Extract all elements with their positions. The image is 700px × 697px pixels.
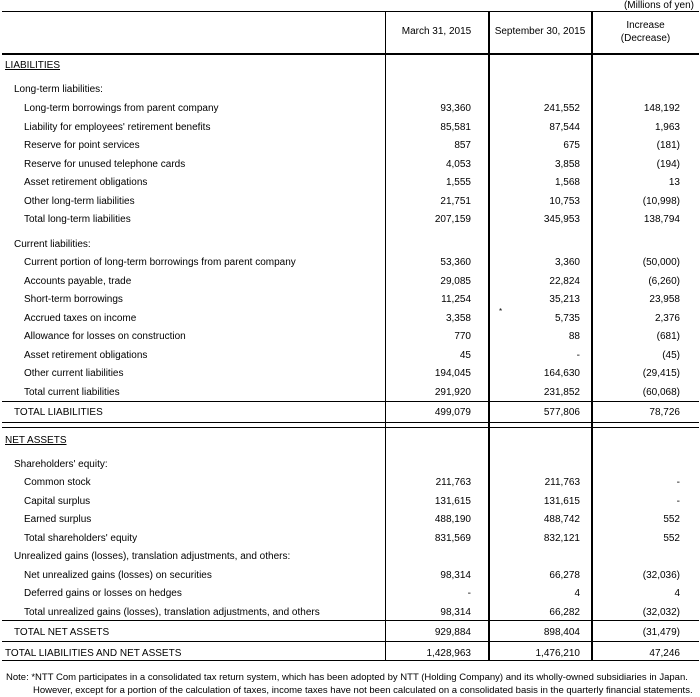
- table-row: [2, 291, 699, 309]
- table-row: [2, 57, 699, 75]
- value-september-2015: 66,278: [549, 570, 580, 581]
- value-september-2015: 231,852: [543, 387, 580, 398]
- value-march-2015: 29,085: [440, 276, 471, 287]
- table-row: [2, 307, 699, 328]
- value-change: 4: [674, 588, 680, 599]
- value-march-2015: 85,581: [440, 122, 471, 133]
- value-september-2015: 577,806: [543, 407, 580, 418]
- value-change: (32,036): [642, 570, 680, 581]
- value-change: (60,068): [642, 387, 680, 398]
- value-march-2015: 857: [454, 140, 471, 151]
- row-label: Capital surplus: [24, 496, 91, 507]
- value-march-2015: 831,569: [434, 533, 471, 544]
- table-row: [2, 273, 699, 291]
- table-row: [2, 347, 699, 365]
- row-label: Short-term borrowings: [24, 294, 123, 305]
- row-separator: [2, 54, 699, 55]
- header-increase: Increase: [626, 20, 665, 31]
- value-september-2015: 3,360: [554, 257, 580, 268]
- value-march-2015: 929,884: [434, 627, 471, 638]
- value-september-2015: 88: [568, 331, 580, 342]
- row-label: NET ASSETS: [5, 435, 67, 446]
- value-change: 552: [663, 533, 680, 544]
- table-row: [2, 100, 699, 118]
- table-row: [2, 530, 699, 548]
- table-row: [2, 328, 699, 346]
- table-row: [2, 81, 699, 99]
- value-march-2015: 3,358: [445, 313, 471, 324]
- row-label: Deferred gains or losses on hedges: [24, 588, 182, 599]
- row-separator: [2, 427, 699, 428]
- row-label: LIABILITIES: [5, 60, 61, 71]
- value-march-2015: 770: [454, 331, 471, 342]
- value-change: 78,726: [649, 407, 680, 418]
- footnote-line-2: However, except for a portion of the calculation of taxes, income taxes have not been calculated on a consolidated basis in the quarterly financial statements.: [33, 685, 693, 696]
- value-march-2015: -: [467, 588, 471, 599]
- header-september-2015: September 30, 2015: [494, 26, 586, 37]
- value-march-2015: 21,751: [440, 196, 471, 207]
- table-row: [2, 174, 699, 192]
- row-label: TOTAL LIABILITIES: [14, 407, 103, 418]
- header-march-2015: March 31, 2015: [401, 26, 472, 37]
- value-change: (194): [656, 159, 680, 170]
- value-march-2015: 1,428,963: [426, 648, 471, 659]
- value-september-2015: 241,552: [543, 103, 580, 114]
- row-label: Asset retirement obligations: [24, 350, 148, 361]
- value-march-2015: 207,159: [434, 214, 471, 225]
- table-row: [2, 456, 699, 474]
- value-change: 1,963: [654, 122, 680, 133]
- row-label: Earned surplus: [24, 514, 92, 525]
- table-row: [2, 254, 699, 272]
- row-label: Total current liabilities: [24, 387, 120, 398]
- value-change: 552: [663, 514, 680, 525]
- value-september-2015: 35,213: [549, 294, 580, 305]
- value-september-2015: 345,953: [543, 214, 580, 225]
- table-row: [2, 193, 699, 211]
- table-row: [2, 404, 699, 422]
- value-march-2015: 194,045: [434, 368, 471, 379]
- footnote-marker: *: [499, 307, 503, 316]
- value-march-2015: 11,254: [441, 294, 471, 305]
- value-change: 148,192: [643, 103, 680, 114]
- value-march-2015: 291,920: [434, 387, 471, 398]
- value-september-2015: 1,568: [554, 177, 580, 188]
- value-september-2015: 10,753: [549, 196, 580, 207]
- value-september-2015: 211,763: [544, 477, 580, 488]
- value-march-2015: 488,190: [434, 514, 471, 525]
- row-label: Common stock: [24, 477, 91, 488]
- footnote-line-1: Note: *NTT Com participates in a consolidated tax return system, which has been adopted by NTT (Holding Company) and its wholly-owned subsidiaries in Japan.: [6, 672, 688, 683]
- row-label: Long-term borrowings from parent company: [24, 103, 219, 114]
- header-decrease: (Decrease): [620, 33, 671, 44]
- value-change: (31,479): [642, 627, 680, 638]
- row-label: Accounts payable, trade: [24, 276, 132, 287]
- table-row: [2, 384, 699, 402]
- row-label: Accrued taxes on income: [24, 313, 137, 324]
- row-label: Liability for employees' retirement benefits: [24, 122, 211, 133]
- table-row: [2, 156, 699, 174]
- value-march-2015: 98,314: [440, 570, 471, 581]
- row-label: Other long-term liabilities: [24, 196, 135, 207]
- row-label: Total unrealized gains (losses), translation adjustments, and others: [24, 607, 320, 618]
- value-change: (32,032): [642, 607, 680, 618]
- value-change: (6,260): [648, 276, 680, 287]
- value-change: 47,246: [649, 648, 680, 659]
- value-september-2015: 5,735: [554, 313, 580, 324]
- value-september-2015: 4: [574, 588, 580, 599]
- table-row: [2, 624, 699, 642]
- row-label: Allowance for losses on construction: [24, 331, 186, 342]
- table-row: [2, 567, 699, 585]
- row-label: Current portion of long-term borrowings from parent company: [24, 257, 296, 268]
- value-september-2015: 3,858: [554, 159, 580, 170]
- value-change: -: [676, 477, 680, 488]
- table-row: [2, 511, 699, 529]
- value-change: (29,415): [642, 368, 680, 379]
- table-row: [2, 548, 699, 566]
- value-september-2015: 22,824: [549, 276, 580, 287]
- table-row: [2, 585, 699, 603]
- value-march-2015: 131,615: [434, 496, 471, 507]
- row-label: TOTAL NET ASSETS: [14, 627, 110, 638]
- value-change: (10,998): [642, 196, 680, 207]
- row-label: Long-term liabilities:: [14, 84, 103, 95]
- table-row: [2, 493, 699, 511]
- table-row: [2, 604, 699, 622]
- table-row: [2, 211, 699, 229]
- value-change: (50,000): [642, 257, 680, 268]
- value-september-2015: 131,615: [543, 496, 580, 507]
- table-header: [2, 12, 699, 54]
- table-row: [2, 236, 699, 254]
- table-row: [2, 432, 699, 450]
- value-september-2015: 1,476,210: [535, 648, 580, 659]
- value-march-2015: 53,360: [440, 257, 471, 268]
- row-label: TOTAL LIABILITIES AND NET ASSETS: [5, 648, 182, 659]
- row-label: Other current liabilities: [24, 368, 124, 379]
- value-march-2015: 1,555: [445, 177, 471, 188]
- value-september-2015: 164,630: [543, 368, 580, 379]
- table-row: [2, 119, 699, 137]
- row-label: Unrealized gains (losses), translation adjustments, and others:: [14, 551, 291, 562]
- value-march-2015: 4,053: [445, 159, 471, 170]
- row-label: Current liabilities:: [14, 239, 91, 250]
- value-september-2015: 66,282: [549, 607, 580, 618]
- value-september-2015: 87,544: [549, 122, 580, 133]
- value-september-2015: -: [576, 350, 580, 361]
- balance-sheet-table: [2, 11, 699, 661]
- table-row: [2, 474, 699, 492]
- value-change: 138,794: [643, 214, 680, 225]
- value-march-2015: 45: [459, 350, 471, 361]
- table-row: [2, 365, 699, 383]
- table-row: [2, 137, 699, 155]
- row-label: Reserve for unused telephone cards: [24, 159, 186, 170]
- table-row: [2, 645, 699, 663]
- row-label: Shareholders' equity:: [14, 459, 108, 470]
- value-change: 2,376: [654, 313, 680, 324]
- units-label: (Millions of yen): [623, 0, 694, 11]
- row-label: Reserve for point services: [24, 140, 140, 151]
- value-change: (45): [662, 350, 680, 361]
- value-march-2015: 98,314: [440, 607, 471, 618]
- value-september-2015: 488,742: [543, 514, 580, 525]
- row-label: Net unrealized gains (losses) on securities: [24, 570, 212, 581]
- value-change: 13: [668, 177, 680, 188]
- row-separator: [2, 422, 699, 423]
- value-march-2015: 93,360: [440, 103, 471, 114]
- value-september-2015: 832,121: [543, 533, 580, 544]
- row-label: Total long-term liabilities: [24, 214, 131, 225]
- value-change: (181): [656, 140, 680, 151]
- value-change: -: [676, 496, 680, 507]
- value-september-2015: 675: [563, 140, 580, 151]
- value-september-2015: 898,404: [543, 627, 580, 638]
- value-march-2015: 211,763: [435, 477, 471, 488]
- value-change: 23,958: [649, 294, 680, 305]
- value-change: (681): [656, 331, 680, 342]
- row-label: Total shareholders' equity: [24, 533, 138, 544]
- row-label: Asset retirement obligations: [24, 177, 148, 188]
- value-march-2015: 499,079: [434, 407, 471, 418]
